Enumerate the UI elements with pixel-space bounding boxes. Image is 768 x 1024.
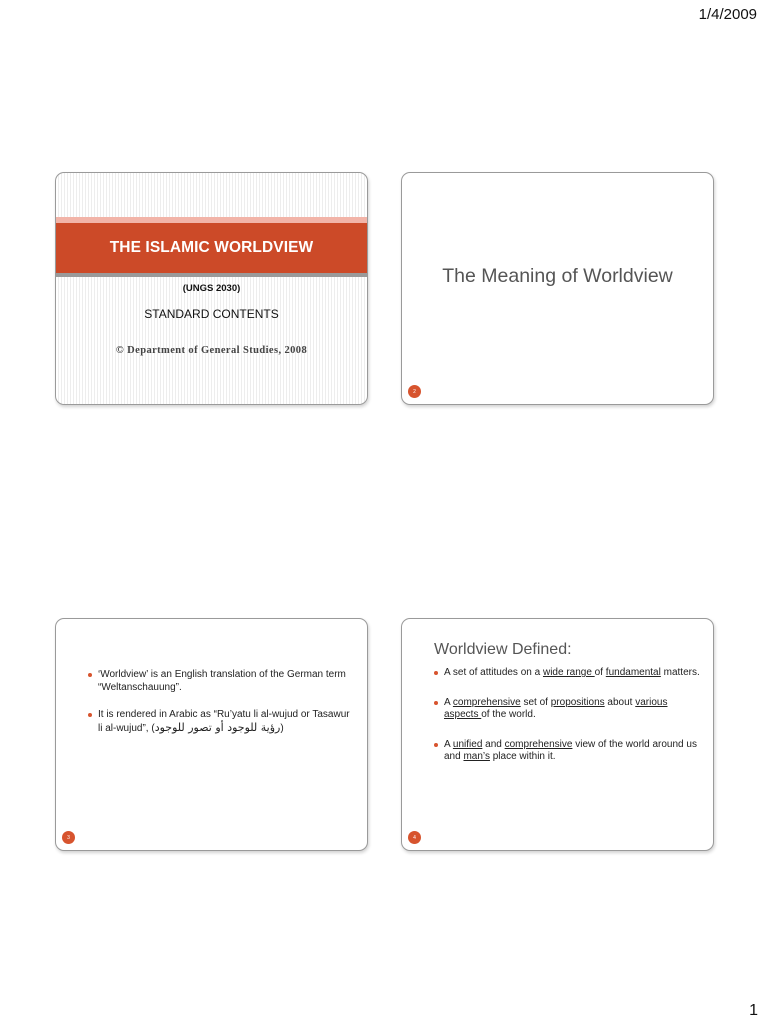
page-number: 1 <box>749 1002 758 1019</box>
underlined-term: fundamental <box>605 667 661 678</box>
page-date: 1/4/2009 <box>698 6 757 23</box>
title-banner <box>56 223 367 277</box>
slide-1-thumbnail <box>55 172 368 405</box>
bullet-text: A <box>444 696 453 708</box>
slide-2-title: The Meaning of Worldview <box>442 265 673 287</box>
bullet-text: ‘Worldview’ is an English translation of the German term “Weltanschauung”. <box>98 669 346 693</box>
list-item <box>88 709 350 735</box>
underlined-term: wide range <box>542 667 595 678</box>
bullet-dot-icon <box>88 713 92 717</box>
bullet-text: matters. <box>660 667 700 678</box>
arabic-term: رؤية للوجود أو تصور للوجود <box>154 720 281 734</box>
slide-4-bullet-list <box>434 667 704 764</box>
bullet-text: place within it. <box>489 751 556 762</box>
bullet-dot-icon <box>88 673 92 677</box>
bullet-text: It is rendered in Arabic as “Ru’yatu li al-wujud or Tasawur li al-wujud”, ( <box>98 709 350 734</box>
slide-3-thumbnail <box>55 618 368 851</box>
slide-number-badge: 2 <box>408 385 421 398</box>
bullet-text: A <box>444 738 453 750</box>
bullet-text: view of the world around us and <box>444 738 697 762</box>
list-item <box>434 739 704 764</box>
underlined-term: man’s <box>463 751 490 762</box>
copyright-line: © Department of General Studies, 2008 <box>115 345 308 356</box>
list-item <box>434 697 704 722</box>
slide-2-thumbnail <box>401 172 714 405</box>
bullet-text: set of <box>520 696 551 708</box>
bullet-text: of the world. <box>481 709 536 720</box>
slide-3-bullet-list <box>88 669 350 735</box>
slide-number-badge: 3 <box>62 831 75 844</box>
list-item <box>434 667 704 680</box>
bullet-text: and <box>482 738 505 750</box>
list-item <box>88 669 350 694</box>
underlined-term: comprehensive <box>452 696 521 708</box>
bullet-dot-icon <box>434 701 438 705</box>
bullet-dot-icon <box>434 671 438 675</box>
slide-number-badge: 4 <box>408 831 421 844</box>
underlined-term: unified <box>452 738 483 750</box>
slide-1-title: THE ISLAMIC WORLDVIEW <box>109 239 314 256</box>
bullet-text-end: ) <box>280 722 284 734</box>
bullet-text: A set of attitudes on a <box>444 667 543 678</box>
slide-4-thumbnail <box>401 618 714 851</box>
bullet-dot-icon <box>434 743 438 747</box>
course-code: (UNGS 2030) <box>182 283 241 294</box>
underlined-term: various aspects <box>444 696 668 720</box>
bullet-text: about <box>604 696 636 708</box>
underlined-term: propositions <box>550 696 605 708</box>
slide-4-title: Worldview Defined: <box>434 641 572 658</box>
underlined-term: comprehensive <box>504 738 573 750</box>
standard-contents-label: STANDARD CONTENTS <box>144 307 279 321</box>
bullet-text: of <box>594 667 606 678</box>
